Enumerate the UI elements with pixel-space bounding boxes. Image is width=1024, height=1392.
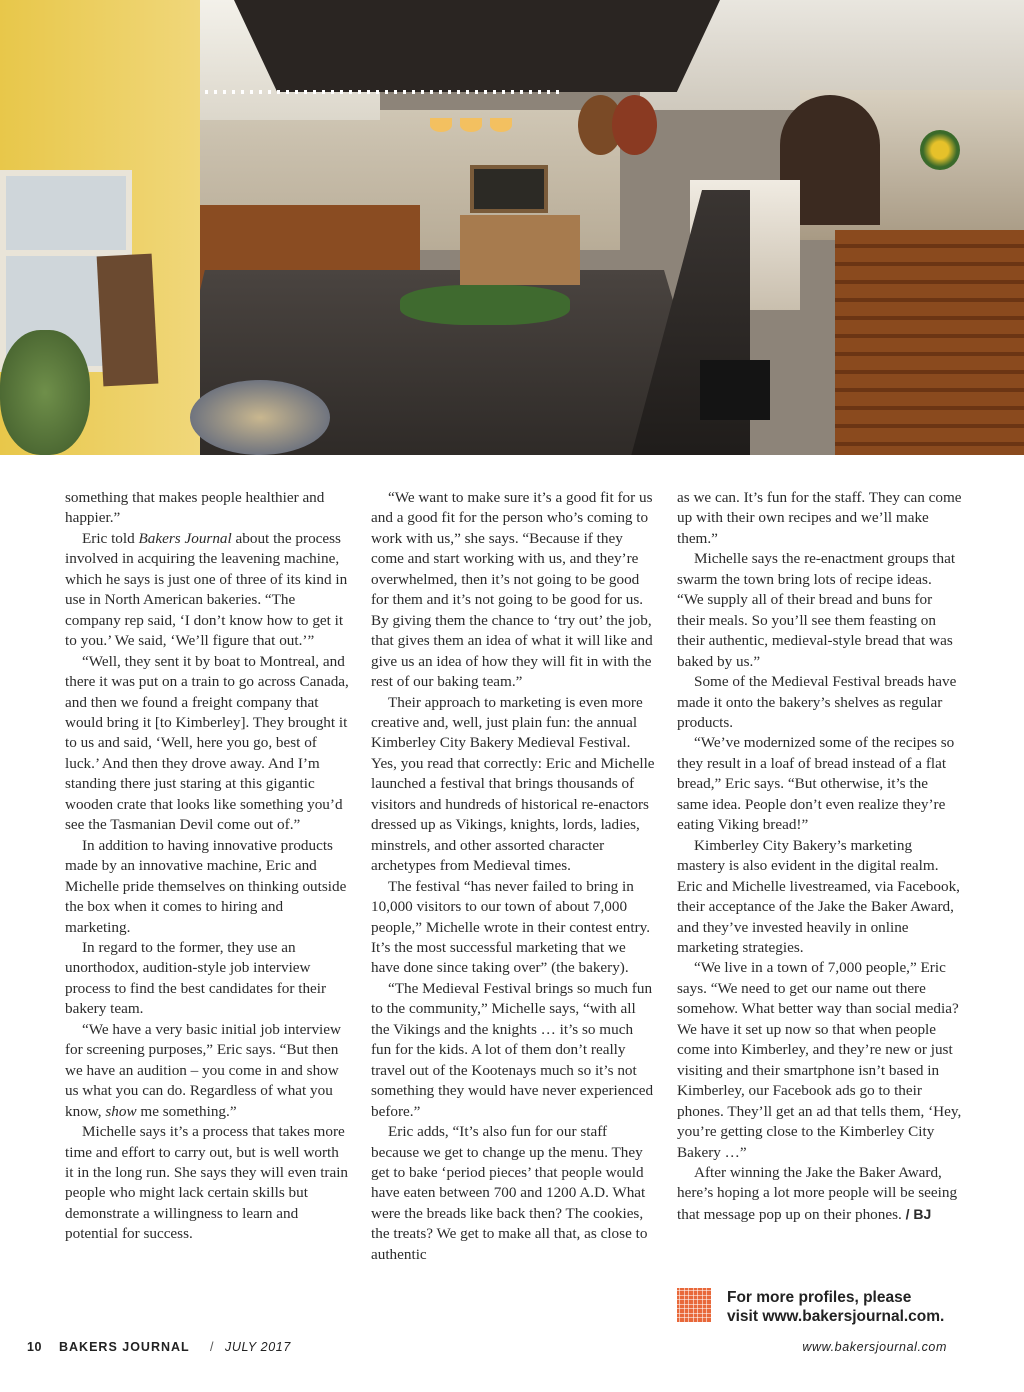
- article-column-3: [677, 488, 962, 1225]
- paragraph: Michelle says it’s a process that takes more time and effort to carry out, but is well worth it in the long run. She says they will even train people who might lack certain skills but demonstrate a willingness to learn and potential for success.: [65, 1123, 349, 1243]
- paragraph: “We have a very basic initial job interview for screening purposes,” Eric says. “But then we have an audition – you come in and show us what you can do. Regardless of what you know, show me something.”: [65, 1020, 341, 1120]
- paragraph: “We live in a town of 7,000 people,” Eric says. “We need to get our name out there somehow. What better way than social media? We have it set up now so that when people come into Kimberley, and they’re new or just visiting and their smartphone isn’t based in Kimberley, our Facebook ads go to their phones. They’ll get an ad that tells them, ‘Hey, you’re getting close to the Kimberley City Bakery …”: [677, 959, 962, 1161]
- paragraph: something that makes people healthier and happier.”: [65, 489, 325, 527]
- bakery-interior-photo: [0, 0, 1024, 455]
- issue-date: JULY 2017: [225, 1340, 291, 1354]
- paragraph: Michelle says the re-enactment groups that swarm the town bring lots of recipe ideas. “We supply all of their bread and buns for their meals. So you’ll see them feasting on their authentic, medieval-style bread that was baked by us.”: [677, 550, 956, 670]
- grid-logo-icon: [677, 1288, 711, 1322]
- paragraph: “The Medieval Festival brings so much fun to the community,” Michelle says, “with all the Vikings and the knights … it’s so much fun for the kids. A lot of them don’t really travel out of the Kootenays much so it’s not something they would have never experienced before.”: [371, 979, 654, 1120]
- paragraph: Eric adds, “It’s also fun for our staff because we get to change up the menu. They get to bake ‘period pieces’ that people would have eaten between 700 and 1200 A.D. What were the breads like back then? The cookies, the treats? We get to make all that, as close to authentic: [371, 1123, 648, 1263]
- page-footer: [27, 1340, 947, 1358]
- article-column-1: [65, 488, 350, 1245]
- paragraph: Kimberley City Bakery’s marketing mastery is also evident in the digital realm. Eric and Michelle livestreamed, via Facebook, their acceptance of the Jake the Baker Award, and they’ve invested heavily in online marketing strategies.: [677, 836, 960, 956]
- paragraph: After winning the Jake the Baker Award, here’s hoping a lot more people will be seeing that message pop up on their phones. / BJ: [677, 1163, 958, 1223]
- promo-line-2[interactable]: visit www.bakersjournal.com.: [727, 1308, 945, 1325]
- more-profiles-promo: [677, 1288, 977, 1328]
- signoff: / BJ: [905, 1205, 932, 1222]
- paragraph: In addition to having innovative products made by an innovative machine, Eric and Michelle pride themselves on thinking outside the box when it comes to hiring and marketing.: [65, 836, 347, 936]
- paragraph: Some of the Medieval Festival breads have made it onto the bakery’s shelves as regular products.: [677, 673, 957, 731]
- paragraph: Their approach to marketing is even more creative and, well, just plain fun: the annual Kimberley City Bakery Medieval Festival. Yes, you read that correctly: Eric and Michelle launched a festival that brings thousands of visitors and hundreds of historical re-enactors dressed up as Vikings, knights, lords, ladies, minstrels, and other assorted character archetypes from Medieval times.: [371, 693, 655, 875]
- paragraph: “We’ve modernized some of the recipes so they result in a loaf of bread instead of a flat bread,” Eric says. “But otherwise, it’s the same idea. People don’t even realize they’re eating Viking bread!”: [677, 734, 955, 834]
- footer-separator: /: [210, 1340, 215, 1354]
- paragraph: “Well, they sent it by boat to Montreal, and there it was put on a train to go across Canada, and then we found a freight company that would bring it [to Kimberley]. They brought it to us and said, ‘Well, here you go, best of luck.’ And then they drove away. And I’m standing there just staring at this gigantic wooden crate that looks like something you’d see the Tasmanian Devil come out of.”: [65, 652, 349, 834]
- paragraph: “We want to make sure it’s a good fit for us and a good fit for the person who’s coming to work with us,” she says. “Because if they come and start working with us, and they’re overwhelmed, then it’s not going to be good for them and it’s not going to be good for us. By giving them the chance to ‘try out’ the job, that gives them an idea of what it will like and give us an idea of how they will fit in with the rest of our baking team.”: [371, 489, 653, 691]
- paragraph: The festival “has never failed to bring in 10,000 visitors to our town of about 7,000 people,” Michelle wrote in their contest entry. It’s the most successful marketing that we have done since taking over” (the bakery).: [371, 877, 651, 977]
- promo-text: [727, 1288, 977, 1326]
- paragraph: as we can. It’s fun for the staff. They can come up with their own recipes and we’ll make them.”: [677, 489, 962, 547]
- paragraph: Eric told Bakers Journal about the process involved in acquiring the leavening machine, which he says is just one of three of its kind in use in North American bakeries. “The company rep said, ‘I don’t know how to get it to you.’ We said, ‘We’ll figure that out.’”: [65, 529, 348, 650]
- page-number: 10: [27, 1340, 43, 1354]
- promo-line-1: For more profiles, please: [727, 1289, 912, 1306]
- website-link[interactable]: www.bakersjournal.com: [802, 1340, 947, 1354]
- article-column-2: [371, 488, 656, 1265]
- paragraph: In regard to the former, they use an unorthodox, audition-style job interview process to find the best candidates for their bakery team.: [65, 938, 327, 1018]
- magazine-name: BAKERS JOURNAL: [59, 1340, 190, 1354]
